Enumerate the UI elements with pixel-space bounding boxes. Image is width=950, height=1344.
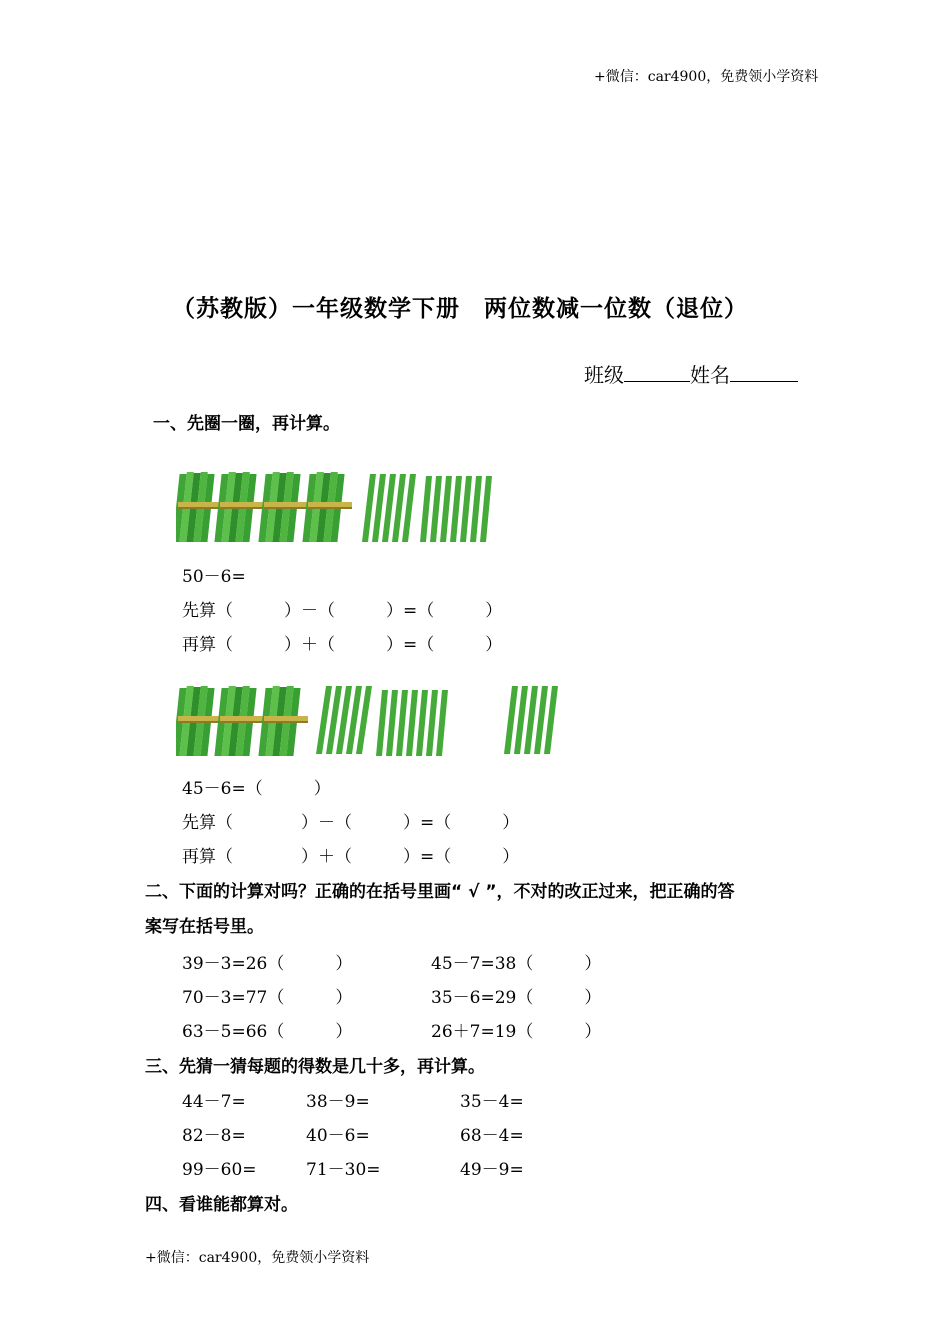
- ex2-equation: 45－6=（ ）: [182, 779, 331, 799]
- ex1-equation: 50－6=: [182, 567, 246, 587]
- section2-heading-line1: 二、下面的计算对吗？正确的在括号里画“ √ ”，不对的改正过来，把正确的答: [145, 882, 735, 902]
- page-title: （苏教版）一年级数学下册 两位数减一位数（退位）: [172, 295, 748, 322]
- section2-heading-line2: 案写在括号里。: [145, 917, 264, 937]
- s2-row3-right: 26＋7=19（ ）: [431, 1022, 602, 1042]
- name-label: 姓名: [690, 363, 730, 387]
- s3-r3-c2: 71－30=: [306, 1160, 381, 1180]
- name-blank: [730, 363, 798, 382]
- ex1-step2: 再算（ ）＋（ ）=（ ）: [182, 635, 503, 655]
- class-label: 班级: [584, 363, 624, 387]
- class-name-line: [584, 359, 798, 388]
- s2-row2-right: 35－6=29（ ）: [431, 988, 602, 1008]
- header-watermark: +微信：car4900，免费领小学资料: [594, 69, 819, 85]
- s3-r1-c2: 38－9=: [306, 1092, 370, 1112]
- ex2-step1: 先算（ ）－（ ）=（ ）: [182, 813, 520, 833]
- footer-watermark: +微信：car4900，免费领小学资料: [145, 1250, 370, 1266]
- section3-heading: 三、先猜一猜每题的得数是几十多，再计算。: [145, 1057, 485, 1077]
- sticks-image-1: [176, 470, 496, 546]
- section1-heading: 一、先圈一圈，再计算。: [153, 414, 340, 434]
- sticks-image-2: [176, 684, 576, 760]
- s3-r3-c3: 49－9=: [460, 1160, 524, 1180]
- class-blank: [624, 363, 690, 382]
- section4-heading: 四、看谁能都算对。: [145, 1195, 298, 1215]
- ex1-step1: 先算（ ）－（ ）=（ ）: [182, 601, 503, 621]
- s3-r3-c1: 99－60=: [182, 1160, 257, 1180]
- ex2-step2: 再算（ ）＋（ ）=（ ）: [182, 847, 520, 867]
- s3-r1-c1: 44－7=: [182, 1092, 246, 1112]
- s2-row2-left: 70－3=77（ ）: [182, 988, 353, 1008]
- s3-r2-c3: 68－4=: [460, 1126, 524, 1146]
- s3-r2-c2: 40－6=: [306, 1126, 370, 1146]
- s2-row1-right: 45－7=38（ ）: [431, 954, 602, 974]
- s3-r1-c3: 35－4=: [460, 1092, 524, 1112]
- s2-row3-left: 63－5=66（ ）: [182, 1022, 353, 1042]
- s2-row1-left: 39－3=26（ ）: [182, 954, 353, 974]
- s3-r2-c1: 82－8=: [182, 1126, 246, 1146]
